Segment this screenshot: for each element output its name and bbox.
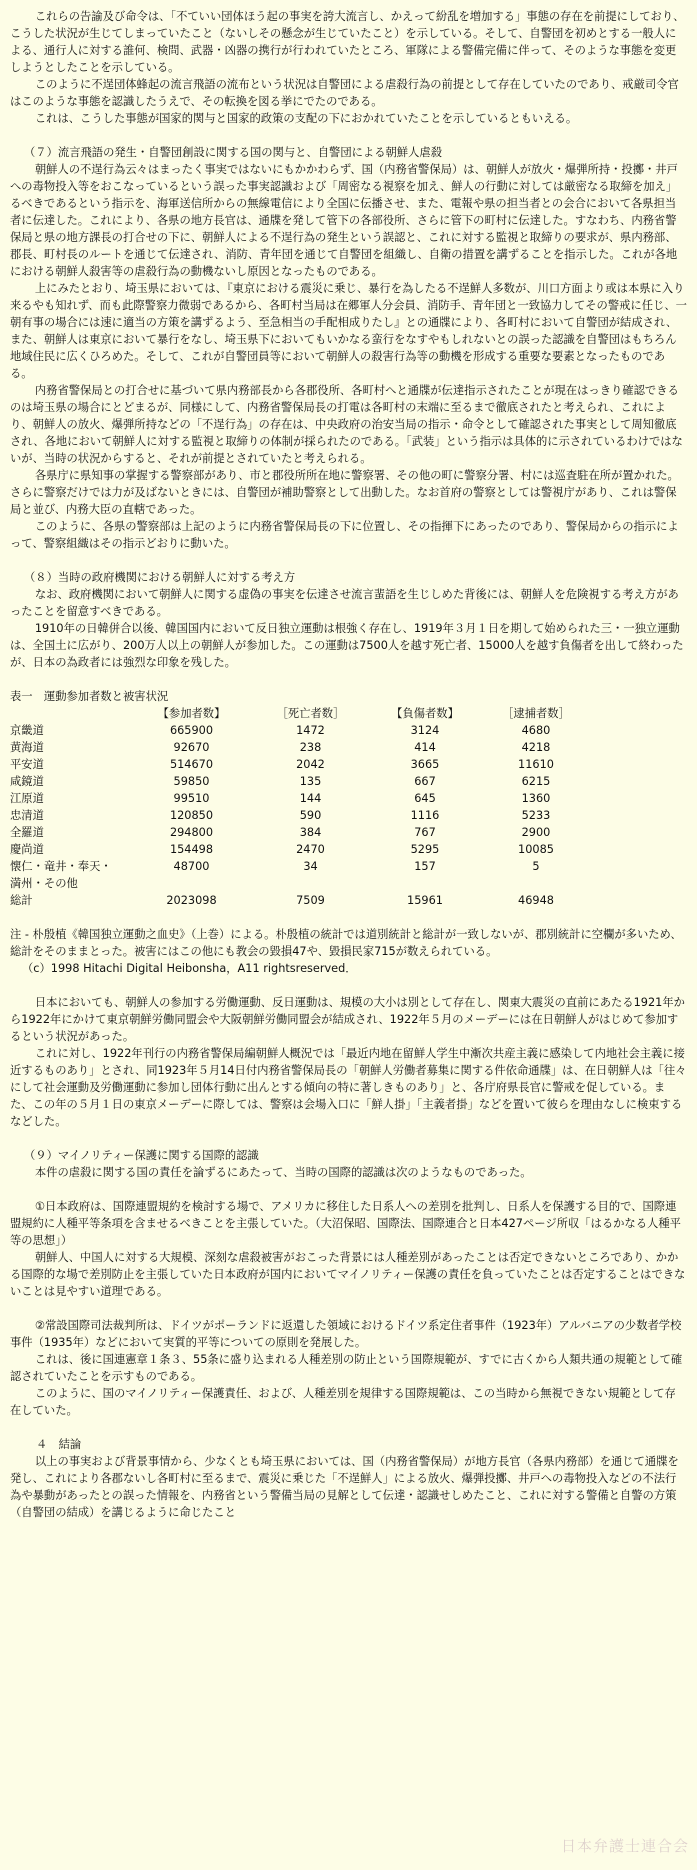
table-cell: 平安道 [10, 758, 44, 771]
section-8-continued [10, 994, 687, 1130]
table-cell: 99510 [173, 792, 210, 805]
watermark: 日本弁護士連合会 [560, 1837, 689, 1855]
table-cell: 59850 [173, 775, 210, 788]
table-cell: 2900 [521, 826, 551, 839]
table-cell: 咸鏡道 [10, 775, 44, 788]
paragraph: 本件の虐殺に関する国の責任を論ずるにあたって、当時の国際的認識は次のようなものであった。 [34, 1166, 532, 1179]
section-heading: （７）流言飛語の発生・自警団創設に関する国の関与と、自警団による朝鮮人虐殺 [24, 146, 442, 159]
table-row [10, 756, 595, 773]
table-cell: 忠清道 [10, 809, 44, 822]
paragraph: 朝鮮人、中国人に対する大規模、深刻な虐殺被害がおこった背景には人種差別があったことは否定できないところであり、かかる国際的な場で差別防止を主張していた日本政府が国内においてマイノリティー保護の責任を負っていたことは否定することはできないことは見やすい道理である。 [10, 1251, 686, 1298]
table-row-total [10, 892, 595, 909]
table-cell: 10085 [518, 843, 554, 856]
section-8 [10, 569, 687, 671]
spacer [10, 1181, 687, 1198]
table-cell: 767 [414, 826, 436, 839]
table-cell: 黄海道 [10, 741, 44, 754]
table-cell: 慶尚道 [10, 843, 44, 856]
section-heading: ４ 結論 [36, 1438, 82, 1451]
table-cell: 645 [414, 792, 436, 805]
section-7 [10, 144, 687, 552]
table-cell: 5295 [410, 843, 440, 856]
spacer [10, 1300, 687, 1317]
paragraph: このように、各県の警察部は上記のように内務省警保局長の下に位置し、その指揮下にあったのであり、警保局からの指示によって、警察組織はその指示どおりに動いた。 [10, 520, 679, 550]
table-cell: 4680 [521, 724, 551, 737]
paragraph: 内務省警保局との打合せに基づいて県内務部長から各郡役所、各町村へと通牒が伝達指示されたことが現在はっきり確認できるのは埼玉県の場合にとどまるが、同様にして、内務省警保局長の打電は各町村の末端に至るまで徹底されたと考えられ、これにより、朝鮮人の放火、爆弾所持などの「不逞行為」の存在は、中央政府の治安当局の指示・命令として確認された事実として周知徹底され、各地において朝鮮人に対する監視と取締りの体制が採られたのである。「武装」という指示は具体的に示されているわけではないが、当時の状況からすると、それが前提とされていたと考えられる。 [10, 384, 683, 465]
paragraph: 日本においても、朝鮮人の参加する労働運動、反日運動は、規模の大小は別として存在し、関東大震災の直前にあたる1921年から1922年にかけて東京朝鮮労働同盟会や大阪朝鮮労働同盟会が結成され、1922年５月のメーデーには在日朝鮮人がはじめて参加するという状況があった。 [10, 996, 685, 1043]
table-cell: 2042 [296, 758, 325, 771]
paragraph: このように不逞団体蜂起の流言飛語の流布という状況は自警団による虐殺行為の前提として存在していたのであり、戒厳司令官はこのような事態を認識したうえで、その転換を図る挙にでたのである。 [10, 78, 679, 108]
stats-table [10, 705, 595, 909]
table-cell: 665900 [169, 724, 214, 737]
table-cell: 590 [299, 809, 322, 822]
paragraph: これに対し、1922年刊行の内務省警保局編朝鮮人概況では「最近内地在留鮮人学生中漸次共産主義に感染して内地社会主義に接近するものあり」とされ、同1923年５月14日付内務省警保局長の「朝鮮人労働者募集に関する件依命通牒」は、在日朝鮮人は「往々にして社会運動及労働運動に参加し団体行動に出んとする傾向の特に著しきものあり」と、各庁府県長官に警戒を促している。また、この年の５月１日の東京メーデーに際しては、警察は会場入口に「鮮人掛」「主義者掛」などを置いて彼らを理由なしに検束するなどした。 [10, 1047, 687, 1128]
stats-table-block [10, 688, 687, 909]
table-cell: 懐仁・竜井・奉天・ [10, 860, 112, 873]
table-row [10, 739, 595, 756]
copyright-line: （c）1998 Hitachi Digital Heibonsha，A11 rightsreserved． [22, 962, 357, 975]
table-cell: 1360 [521, 792, 551, 805]
table-header: ［逮捕者数］ [502, 707, 570, 720]
paragraph: 上にみたとおり、埼玉県においては、『東京における震災に乗じ、暴行を為したる不逞鮮人多数が、川口方面より或は本県に入り来るやも知れず、而も此際警察力微弱であるから、各町村当局は在郷軍人分会員、消防手、青年団と一致協力してその警戒に任じ、一朝有事の場合には速に適当の方策を講ずるよう、至急相当の手配相成りたし』との通牒により、各町村において自警団が結成され、また、朝鮮人は東京において暴行をなし、埼玉県下においてもいかなる蛮行をなすやもしれないとの誤った認識を自警団はもちろん地域住民に広くひろめた。そして、これが自警団員等において朝鮮人の殺害行為等の動機を形成する重要な要素となったものである。 [10, 282, 687, 380]
table-cell: 135 [299, 775, 322, 788]
table-cell [373, 875, 477, 892]
table-title: 表一 運動参加者数と被害状況 [10, 690, 169, 703]
table-row [10, 858, 595, 875]
intro-block [10, 8, 687, 127]
paragraph: ①日本政府は、国際連盟規約を検討する場で、アメリカに移住した日系人への差別を批判し、日系人を保護する目的で、国際連盟規約に人種平等条項を含ませるべきことを主張していた。（大沼保昭、国際法、国際連合と日本427ページ所収「はるかなる人種平等の思想」） [10, 1200, 681, 1247]
section-heading: （８）当時の政府機関における朝鮮人に対する考え方 [24, 571, 296, 584]
table-cell: 江原道 [10, 792, 44, 805]
section-heading: （９）マイノリティー保護に関する国際的認識 [24, 1149, 259, 1162]
table-cell [477, 875, 595, 892]
table-cell: 2470 [296, 843, 325, 856]
paragraph: これは、こうした事態が国家的関与と国家的政策の支配の下におかれていたことを示しているともいえる。 [34, 112, 578, 125]
table-cell: 4218 [521, 741, 551, 754]
table-header: ［死亡者数］ [276, 707, 345, 720]
table-cell: 92670 [173, 741, 210, 754]
table-row [10, 773, 595, 790]
table-cell: 6215 [521, 775, 551, 788]
table-header [10, 705, 135, 722]
table-row [10, 875, 595, 892]
table-cell: 294800 [169, 826, 214, 839]
table-cell: 満州・その他 [10, 877, 78, 890]
table-cell: 7509 [296, 894, 325, 907]
table-cell: 144 [299, 792, 322, 805]
table-cell: 157 [414, 860, 436, 873]
table-row [10, 807, 595, 824]
table-cell: 5 [532, 860, 540, 873]
table-cell: 5233 [521, 809, 551, 822]
table-cell: 46948 [518, 894, 554, 907]
table-cell: 120850 [169, 809, 214, 822]
table-cell [248, 875, 373, 892]
table-row [10, 722, 595, 739]
paragraph: これらの告諭及び命令は、「不ていい団体ほう起の事実を誇大流言し、かえって紛乱を増加する」事態の存在を前提にしており、こうした状況が生じてしまっていたこと（ないしその懸念が生じていたこと）を示している。そして、自警団を初めとする一般人による、通行人に対する誰何、検問、武器・凶器の携行が行われていたところ、軍隊による警備完備に伴って、そのような事態を変更しようとしたことを示している。 [10, 10, 685, 74]
table-cell: 384 [299, 826, 322, 839]
table-cell: 48700 [173, 860, 210, 873]
table-cell: 総計 [10, 894, 33, 907]
table-cell: 414 [414, 741, 436, 754]
table-row [10, 841, 595, 858]
table-note-block [10, 926, 687, 977]
table-header: 【参加者数】 [157, 707, 226, 720]
paragraph: ②常設国際司法裁判所は、ドイツがポーランドに返還した領域におけるドイツ系定住者事件（1923年）アルバニアの少数者学校事件（1935年）などにおいて実質的平等についての原則を発展した。 [10, 1319, 682, 1349]
table-cell: 1116 [410, 809, 440, 822]
paragraph: 朝鮮人の不逞行為云々はまったく事実ではないにもかかわらず、国（内務省警保局）は、朝鮮人が放火・爆弾所持・投擲・井戸への毒物投入等をおこなっているという誤った事実認識および「周密なる視察を加え、鮮人の行動に対しては厳密なる取締を加え」るべきであるという指示を、海軍送信所からの無線電信により全国に伝播させ、また、電報や県の担当者との会合において各県担当者に伝達した。これにより、各県の地方長官は、通牒を発して管下の各部役所、さらに管下の町村に伝達した。すなわち、内務省警保局と県の地方課長の打合せの下に、朝鮮人による不逞行為の発生という誤認と、これに対する監視と取締りの要求が、県内務部、郡長、町村長のルートを通じて伝達され、消防、青年団を通じて自警団を組織し、自衛の措置を講ずることを指示した。これが各地における朝鮮人殺害等の虐殺行為の動機ないし原因となったものである。 [10, 163, 678, 278]
paragraph: なお、政府機関において朝鮮人に関する虚偽の事実を伝達させ流言蜚語を生じしめた背後には、朝鮮人を危険視する考え方があったことを留意すべきである。 [10, 588, 679, 618]
section-9 [10, 1147, 687, 1419]
paragraph: 各県庁に県知事の掌握する警察部があり、市と郡役所所在地に警察署、その他の町に警察分署、村には巡査駐在所が置かれた。さらに警察だけでは力が及ばないときには、自警団が補助警察として出動した。なお首府の警察としては警視庁があり、これは警保局と並び、内務大臣の直轄であった。 [10, 469, 679, 516]
table-header: 【負傷者数】 [391, 707, 459, 720]
paragraph: 1910年の日韓併合以後、韓国国内において反日独立運動は根強く存在し、1919年３月１日を期して始められた三・一独立運動は、全国土に広がり、200万人以上の朝鮮人が参加した。この運動は7500人を越す死亡者、15000人を越す負傷者を出して終わったが、日本の為政者には強烈な印象を残した。 [10, 622, 684, 669]
table-row [10, 824, 595, 841]
table-cell: 667 [414, 775, 436, 788]
table-cell: 238 [299, 741, 322, 754]
paragraph: 以上の事実および背景事情から、少なくとも埼玉県においては、国（内務省警保局）が地方長官（各県内務部）を通じて通牒を発し、これにより各郡ないし各町村に至るまで、震災に乗じた「不逞鮮人」による放火、爆弾投擲、井戸への毒物投入などの不法行為や暴動があったとの誤った情報を、内務省という警備当局の見解として伝達・認識せしめたこと、これに対する警備と自警の方策（自警団の結成）を講じるように命じたこと [10, 1455, 679, 1519]
table-cell: 11610 [518, 758, 554, 771]
table-cell: 154498 [169, 843, 214, 856]
table-row [10, 790, 595, 807]
paragraph: このように、国のマイノリティー保護責任、および、人種差別を規律する国際規範は、この当時から無視できない規範として存在していた。 [10, 1387, 676, 1417]
table-cell [135, 875, 248, 892]
table-cell: 3665 [410, 758, 440, 771]
table-cell: 1472 [296, 724, 325, 737]
paragraph: これは、後に国連憲章１条３、55条に盛り込まれる人種差別の防止という国際規範が、すでに古くから人類共通の規範として確認されていたことを示すものである。 [10, 1353, 683, 1383]
table-cell: 2023098 [166, 894, 217, 907]
table-cell: 514670 [169, 758, 214, 771]
table-cell: 34 [303, 860, 318, 873]
table-cell: 京畿道 [10, 724, 44, 737]
table-header-row [10, 705, 595, 722]
table-cell: 3124 [410, 724, 440, 737]
table-cell: 15961 [407, 894, 443, 907]
table-note: 注 - 朴殷植《韓国独立運動之血史》（上巻）による。朴殷植の統計では道別統計と総計が一致しないが、郡別統計に空欄が多いため、総計をそのままとった。被害にはこの他にも教会の毀損47や、毀損民家715が数えられている。 [10, 928, 682, 958]
section-conclusion [10, 1436, 687, 1521]
table-cell: 全羅道 [10, 826, 44, 839]
